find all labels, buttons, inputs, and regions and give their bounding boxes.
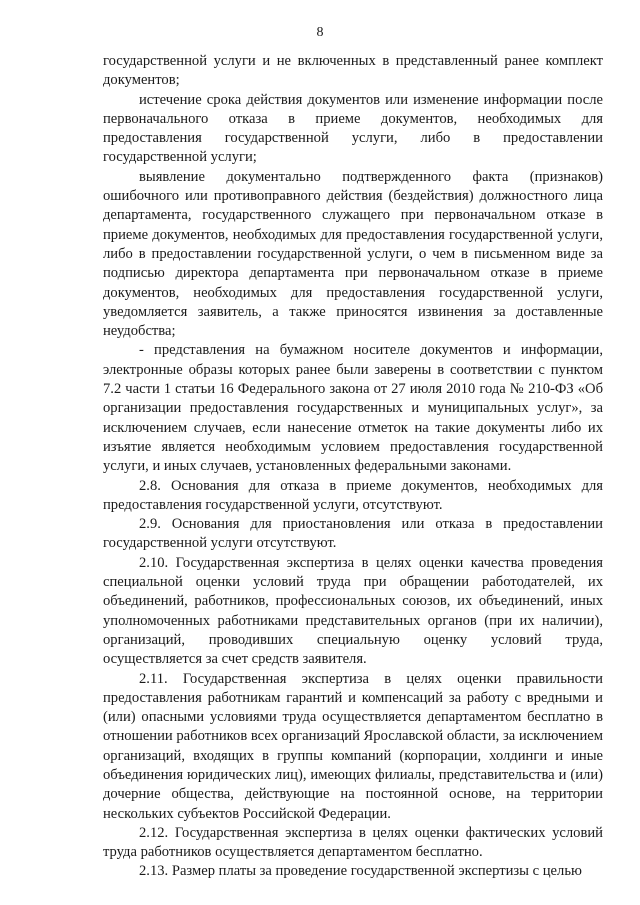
paragraph-2-10: 2.10. Государственная экспертиза в целях оценки качества проведения специальной оценки условий труда при обращении работодателей, их объединений, работников, профессиональных союзов, их объединений, иных уполномоченных работниками представительных органов (при их наличии), организаций, проводивших специальную оценку условий труда, осуществляется за счет средств заявителя.: [103, 554, 603, 668]
paragraph-erroneous-action: выявление документально подтвержденного факта (признаков) ошибочного или противоправного действия (бездействия) должностного лица департамента, государственного служащего при первоначальном отказе в приеме документов, необходимых для предоставления государственной услуги, либо в предоставлении государственной услуги, о чем в письменном виде за подписью директора департамента при первоначальном отказе в приеме документов, необходимых для предоставления государственной услуги, уведомляется заявитель, а также приносятся извинения за доставленные неудобства;: [103, 168, 603, 340]
paragraph-2-8: 2.8. Основания для отказа в приеме документов, необходимых для предоставления государственной услуги, отсутствуют.: [103, 477, 603, 513]
document-body: [103, 52, 603, 882]
paragraph-2-11: 2.11. Государственная экспертиза в целях оценки правильности предоставления работникам гарантий и компенсаций за работу с вредными и (или) опасными условиями труда осуществляется департаментом бесплатно в отношении работников всех организаций Ярославской области, за исключением организаций, входящих в группы компаний (корпорации, холдинги и иные объединения юридических лиц), имеющих филиалы, представительства и (или) дочерние общества, действующие на постоянной основе, на территории нескольких субъектов Российской Федерации.: [103, 670, 603, 822]
paragraph-expiry: истечение срока действия документов или изменение информации после первоначального отказа в приеме документов, необходимых для предоставления государственной услуги, либо в предоставлении государственной услуги;: [103, 91, 603, 166]
paragraph-2-13: 2.13. Размер платы за проведение государственной экспертизы с целью: [139, 863, 582, 880]
paragraph-2-9: 2.9. Основания для приостановления или отказа в предоставлении государственной услуги отсутствуют.: [103, 516, 603, 552]
paragraph-continuation: государственной услуги и не включенных в представленный ранее комплект документов;: [103, 53, 603, 89]
paragraph-paper-documents: - представления на бумажном носителе документов и информации, электронные образы которых ранее были заверены в соответствии с пунктом 7.2 части 1 статьи 16 Федерального закона от 27 июля 2010 года № 210-ФЗ «Об организации предоставления государственных и муниципальных услуг», за исключением случаев, если нанесение отметок на такие документы либо их изъятие является необходимым условием предоставления государственной услуги, и иных случаев, установленных федеральными законами.: [103, 342, 603, 475]
page-number: 8: [316, 25, 324, 40]
paragraph-2-12: 2.12. Государственная экспертиза в целях оценки фактических условий труда работников осуществляется департаментом бесплатно.: [103, 824, 603, 861]
